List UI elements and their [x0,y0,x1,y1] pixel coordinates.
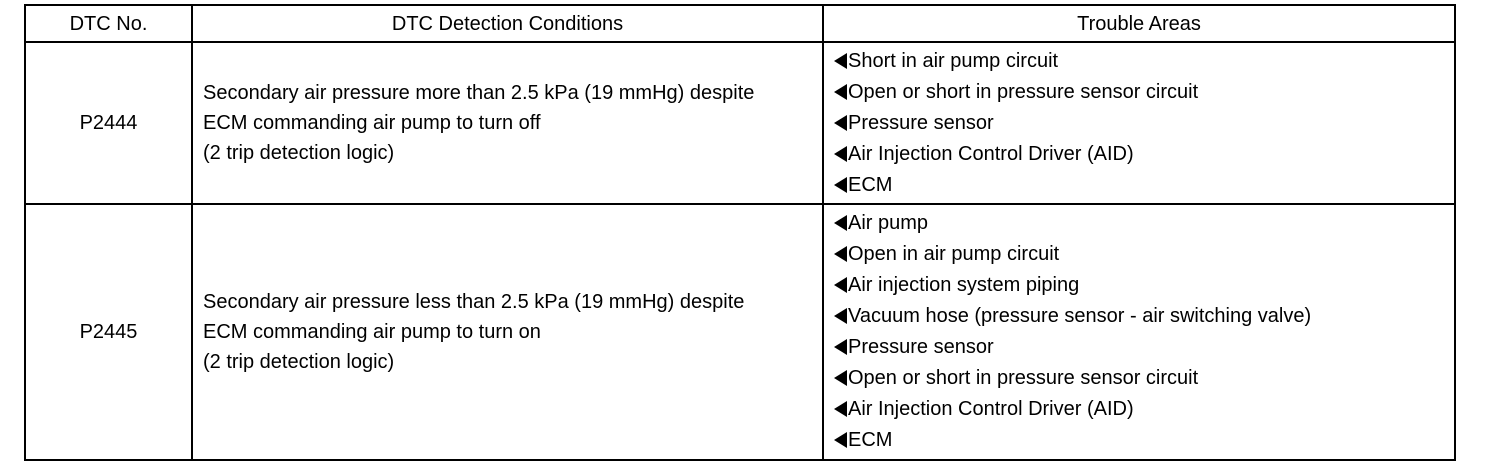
trouble-area-text: Open or short in pressure sensor circuit [848,80,1199,103]
trouble-area-text: Vacuum hose (pressure sensor - air switching valve) [848,304,1312,327]
trouble-area-text: Air Injection Control Driver (AID) [848,142,1134,165]
dtc-number-cell: P2444 [25,42,192,204]
bullet-triangle-icon [834,53,847,69]
bullet-triangle-icon [834,401,847,417]
header-row [25,5,1455,42]
detection-conditions-cell [192,42,823,204]
trouble-area-text: ECM [848,428,893,451]
table-row [25,204,1455,460]
header-trouble-areas: Trouble Areas [823,5,1455,42]
list-item [834,269,1454,300]
table-row [25,42,1455,204]
trouble-area-list [834,43,1454,202]
detection-conditions-cell [192,204,823,460]
header-dtc-no: DTC No. [25,5,192,42]
bullet-triangle-icon [834,84,847,100]
bullet-triangle-icon [834,177,847,193]
list-item [834,393,1454,424]
dtc-number-cell: P2445 [25,204,192,460]
list-item [834,76,1454,107]
bullet-triangle-icon [834,277,847,293]
condition-line: ECM commanding air pump to turn off [203,112,541,135]
trouble-area-text: Air pump [848,211,929,234]
trouble-areas-cell [823,204,1455,460]
condition-line: ECM commanding air pump to turn on [203,321,541,344]
list-item [834,424,1454,455]
header-detection-conditions: DTC Detection Conditions [192,5,823,42]
trouble-area-text: Air Injection Control Driver (AID) [848,397,1134,420]
list-item [834,45,1454,76]
trouble-area-list [834,205,1454,457]
dtc-table [24,4,1456,461]
bullet-triangle-icon [834,370,847,386]
condition-line: Secondary air pressure less than 2.5 kPa (19 mmHg) despite [203,291,745,314]
bullet-triangle-icon [834,308,847,324]
trouble-area-text: ECM [848,173,893,196]
list-item [834,107,1454,138]
list-item [834,169,1454,200]
trouble-area-text: Open or short in pressure sensor circuit [848,366,1199,389]
list-item [834,331,1454,362]
trouble-area-text: Short in air pump circuit [848,49,1059,72]
list-item [834,207,1454,238]
bullet-triangle-icon [834,115,847,131]
condition-line: (2 trip detection logic) [203,142,395,165]
trouble-area-text: Pressure sensor [848,335,994,358]
condition-line: (2 trip detection logic) [203,351,395,374]
bullet-triangle-icon [834,215,847,231]
bullet-triangle-icon [834,432,847,448]
trouble-area-text: Pressure sensor [848,111,994,134]
list-item [834,238,1454,269]
bullet-triangle-icon [834,339,847,355]
condition-line: Secondary air pressure more than 2.5 kPa (19 mmHg) despite [203,82,755,105]
list-item [834,138,1454,169]
trouble-area-text: Air injection system piping [848,273,1080,296]
trouble-areas-cell [823,42,1455,204]
list-item [834,362,1454,393]
bullet-triangle-icon [834,246,847,262]
list-item [834,300,1454,331]
trouble-area-text: Open in air pump circuit [848,242,1060,265]
bullet-triangle-icon [834,146,847,162]
